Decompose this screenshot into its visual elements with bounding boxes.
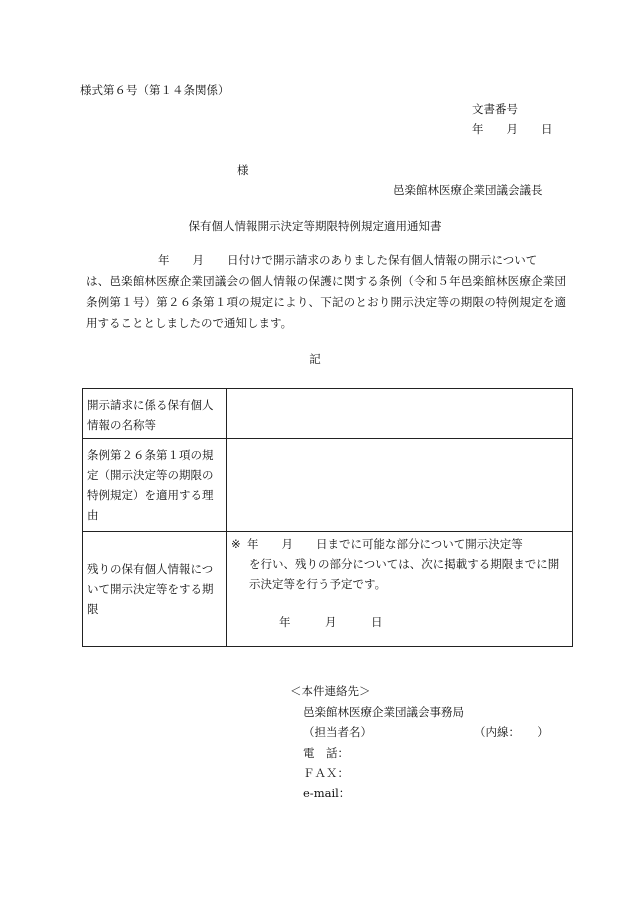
body-paragraph-first-line: 年 月 日付けで開示請求のありました保有個人情報の開示について	[158, 253, 538, 267]
addressee-honorific: 様	[237, 163, 249, 177]
document-number-label: 文書番号	[472, 102, 518, 116]
issuer-name: 邑楽館林医療企業団議会議長	[393, 183, 543, 197]
note-mark: ※	[231, 537, 241, 551]
row-value-info-name	[227, 389, 573, 439]
body-paragraph	[86, 250, 566, 334]
table-row	[83, 439, 573, 532]
contact-email-label: e-mail：	[303, 786, 351, 800]
issue-date-line: 年 月 日	[472, 122, 553, 136]
details-table	[82, 388, 573, 647]
contact-person-label: （担当者名）	[303, 725, 372, 739]
row-label-deadline: 残りの保有個人情報について開示決定等をする期限	[83, 532, 227, 647]
contact-organization: 邑楽館林医療企業団議会事務局	[303, 705, 464, 719]
contact-phone-label: 電 話：	[303, 746, 349, 760]
row-value-deadline	[227, 532, 573, 647]
contact-fax-label: ＦＡＸ：	[303, 766, 349, 780]
row-label-reason: 条例第２６条第１項の規定（開示決定等の期限の特例規定）を適用する理由	[83, 439, 227, 532]
contact-extension-label: （内線： ）	[474, 725, 549, 739]
deadline-note	[227, 532, 572, 632]
document-title: 保有個人情報開示決定等期限特例規定適用通知書	[188, 219, 442, 233]
table-row	[83, 389, 573, 439]
form-number: 様式第６号（第１４条関係）	[80, 83, 230, 97]
ki-heading: 記	[309, 352, 321, 366]
row-value-reason	[227, 439, 573, 532]
note-rest: を行い、残りの部分については、次に掲載する期限までに開示決定等を行う予定です。	[249, 557, 560, 591]
deadline-date-line: 年 月 日	[279, 615, 383, 629]
contact-heading: ＜本件連絡先＞	[290, 684, 371, 698]
body-paragraph-rest: は、邑楽館林医療企業団議会の個人情報の保護に関する条例（令和５年邑楽館林医療企業団条例第１号）第２６条第１項の規定により、下記のとおり開示決定等の期限の特例規定を適用することとしましたので通知します。	[86, 274, 566, 330]
row-label-info-name: 開示請求に係る保有個人情報の名称等	[83, 389, 227, 439]
note-first-line: 年 月 日までに可能な部分について開示決定等	[247, 537, 523, 551]
table-row	[83, 532, 573, 647]
